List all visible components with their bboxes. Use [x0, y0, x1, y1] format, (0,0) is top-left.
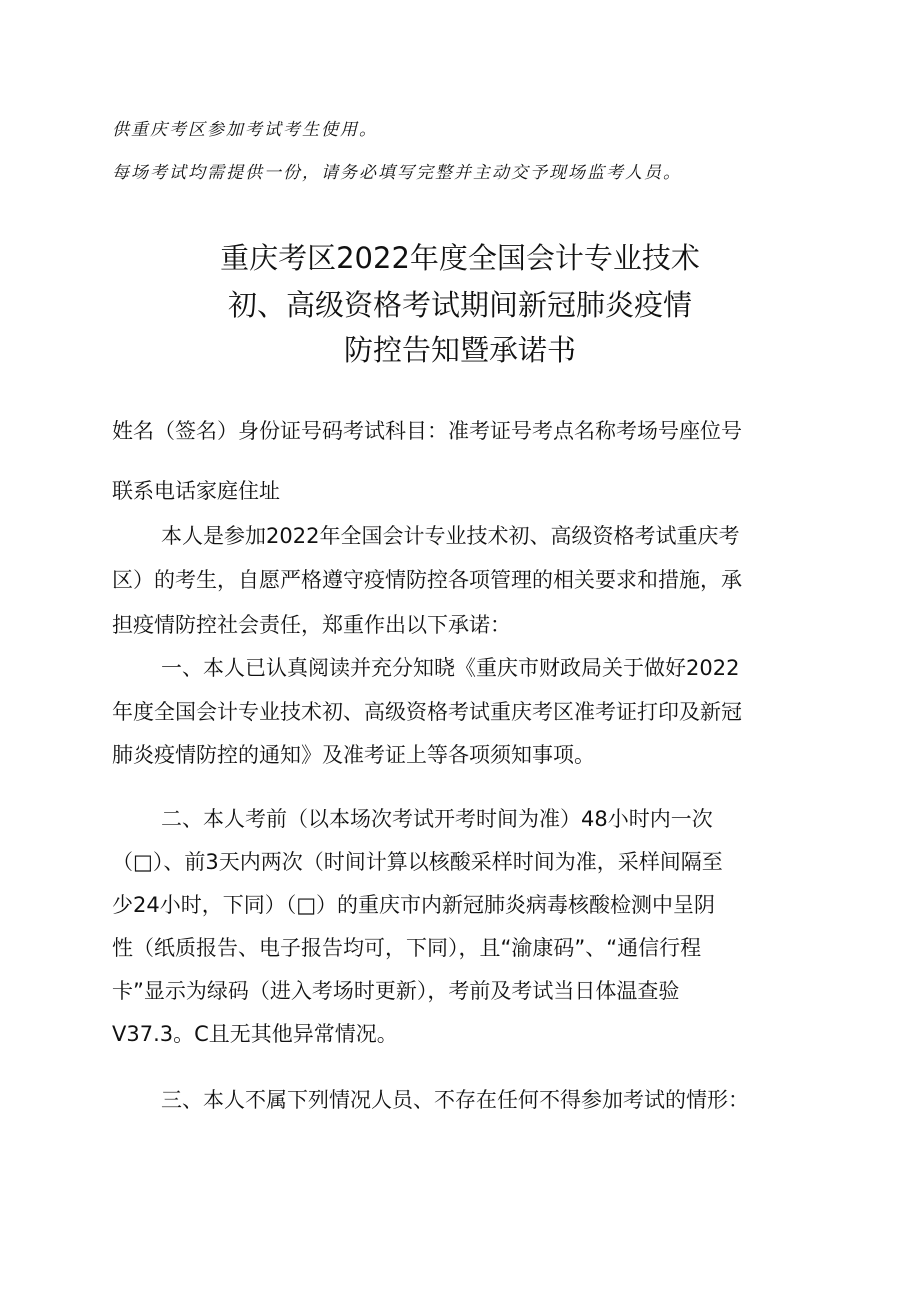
document-title-line-2: 初、高级资格考试期间新冠肺炎疫情 [227, 288, 692, 322]
commitment-item-2-line: （□）、前3天内两次（时间计算以核酸采样时间为准，采样间隔至 [112, 850, 723, 874]
usage-note: 供重庆考区参加考试考生使用。 [112, 120, 378, 140]
commitment-item-2-line: 性（纸质报告、电子报告均可，下同），且“渝康码”、“通信行程 [112, 936, 702, 960]
submission-note: 每场考试均需提供一份，请务必填写完整并主动交予现场监考人员。 [112, 163, 682, 183]
document-title-line-1: 重庆考区2022年度全国会计专业技术 [220, 241, 700, 275]
intro-paragraph-line: 区）的考生，自愿严格遵守疫情防控各项管理的相关要求和措施，承 [112, 568, 742, 592]
intro-paragraph-line: 本人是参加2022年全国会计专业技术初、高级资格考试重庆考 [161, 524, 740, 548]
contact-info-fields: 联系电话家庭住址 [112, 479, 280, 503]
commitment-item-1-line: 年度全国会计专业技术初、高级资格考试重庆考区准考证打印及新冠 [112, 700, 742, 724]
personal-info-fields: 姓名（签名）身份证号码考试科目：准考证号考点名称考场号座位号 [112, 419, 742, 443]
commitment-item-2-line: 卡”显示为绿码（进入考场时更新），考前及考试当日体温查验 [112, 979, 680, 1003]
commitment-item-2-line: V37.3。C且无其他异常情况。 [112, 1022, 398, 1046]
commitment-item-1-line: 肺炎疫情防控的通知》及准考证上等各项须知事项。 [112, 743, 595, 767]
commitment-item-1-line: 一、本人已认真阅读并充分知晓《重庆市财政局关于做好2022 [161, 656, 740, 680]
document-title-line-3: 防控告知暨承诺书 [343, 333, 576, 367]
commitment-item-2-line: 二、本人考前（以本场次考试开考时间为准）48小时内一次 [161, 807, 713, 831]
intro-paragraph-line: 担疫情防控社会责任，郑重作出以下承诺： [112, 613, 511, 637]
commitment-item-2-line: 少24小时，下同）（□）的重庆市内新冠肺炎病毒核酸检测中呈阴 [112, 893, 716, 917]
commitment-item-3-line: 三、本人不属下列情况人员、不存在任何不得参加考试的情形： [161, 1088, 749, 1112]
